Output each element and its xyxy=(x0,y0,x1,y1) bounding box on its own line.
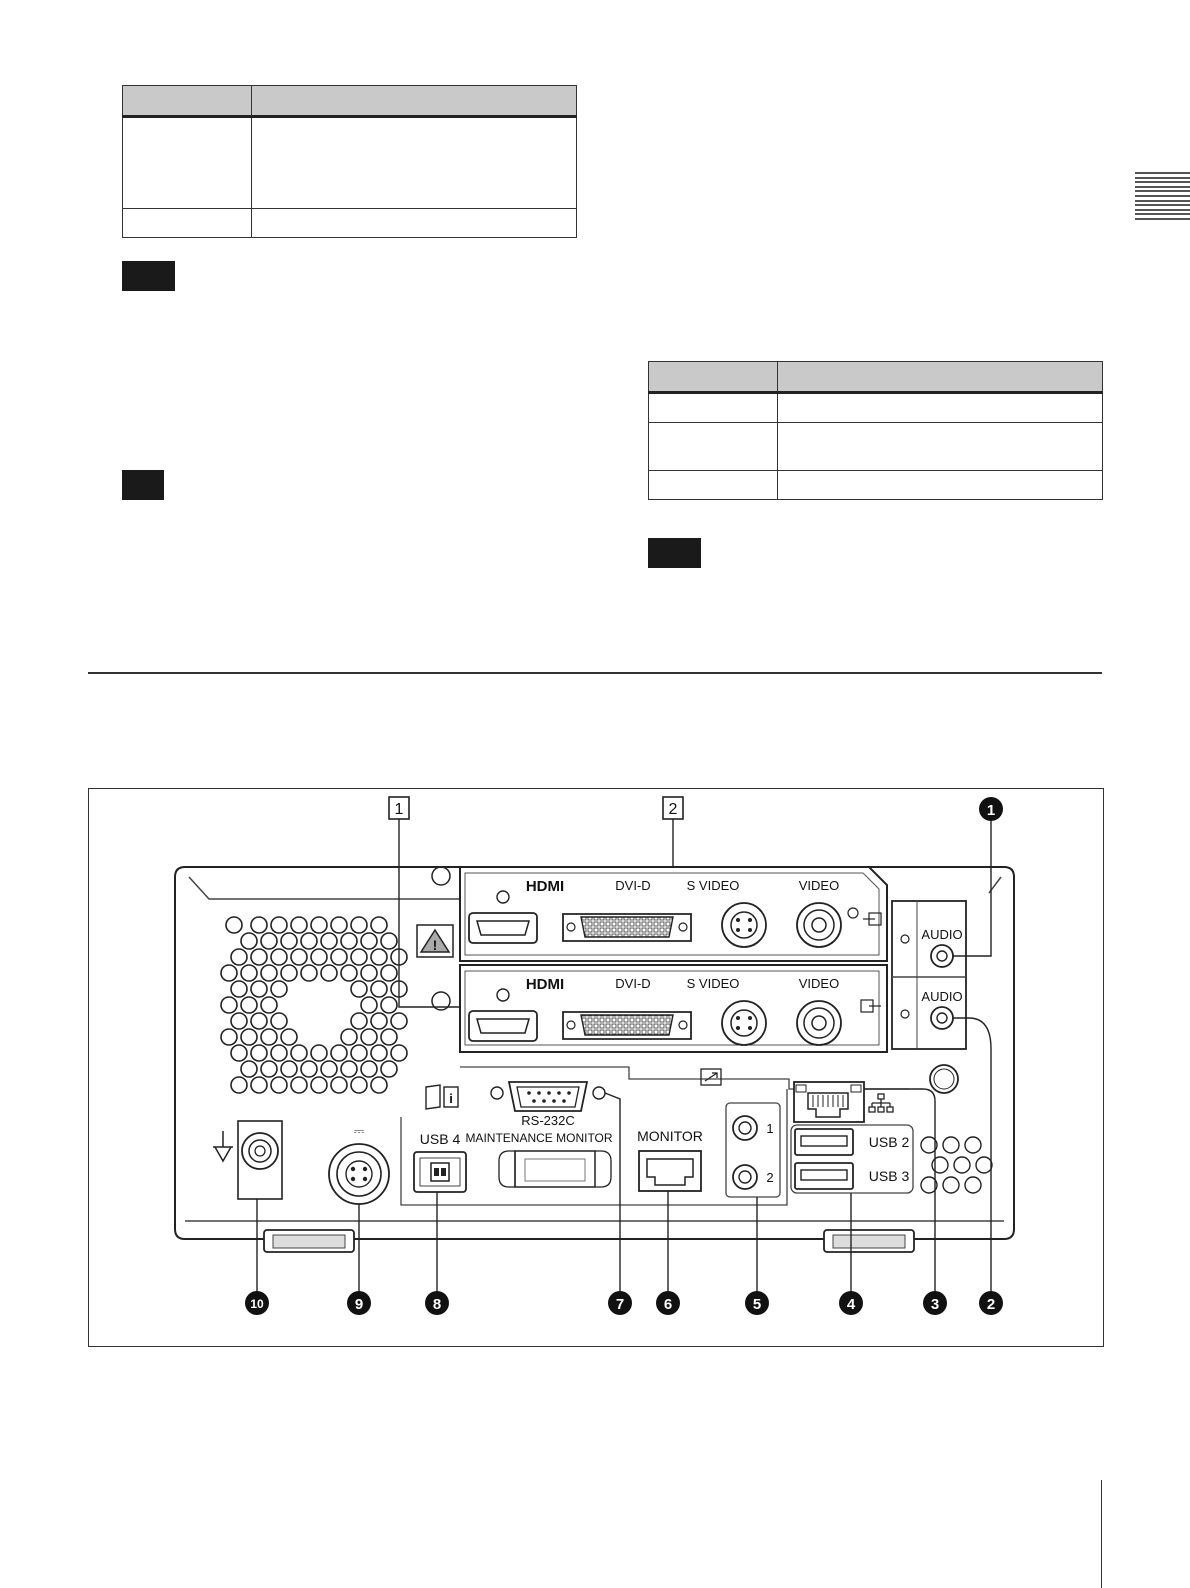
vent-hole xyxy=(261,1029,277,1045)
callout-3 xyxy=(923,1291,947,1315)
vent-hole xyxy=(341,1061,357,1077)
vent-hole xyxy=(271,981,287,997)
section-divider xyxy=(88,672,1102,674)
vent-hole xyxy=(251,1013,267,1029)
vent-hole xyxy=(351,1045,367,1061)
vent-hole xyxy=(341,933,357,949)
vent-hole xyxy=(251,1045,267,1061)
vent-hole xyxy=(241,997,257,1013)
vent-hole xyxy=(261,1061,277,1077)
input-board xyxy=(460,867,887,961)
usb3-port xyxy=(795,1163,853,1189)
vent-hole xyxy=(321,965,337,981)
table-cell xyxy=(649,393,778,423)
vent-hole xyxy=(271,1077,287,1093)
vent-hole xyxy=(331,1077,347,1093)
board-label-2 xyxy=(663,797,683,819)
vent-hole xyxy=(281,1029,297,1045)
jack1-label: 1 xyxy=(766,1121,774,1136)
vent-hole xyxy=(261,997,277,1013)
right-foot xyxy=(824,1230,914,1252)
vent-hole xyxy=(381,965,397,981)
callout-9 xyxy=(347,1291,371,1315)
svideo-port xyxy=(722,1001,766,1045)
vent-hole xyxy=(231,981,247,997)
vent-hole xyxy=(381,1029,397,1045)
hdmi-port xyxy=(469,913,537,943)
note-tag xyxy=(648,538,701,568)
vent-hole xyxy=(251,917,267,933)
vent-hole xyxy=(281,933,297,949)
vent-hole xyxy=(251,981,267,997)
usb4-label: USB 4 xyxy=(419,1131,461,1147)
vent-hole xyxy=(351,949,367,965)
vent-hole xyxy=(381,933,397,949)
callout-5 xyxy=(745,1291,769,1315)
vent-hole xyxy=(221,965,237,981)
left-foot xyxy=(264,1230,354,1252)
vent-hole xyxy=(351,917,367,933)
hdmi-label: HDMI xyxy=(525,878,565,895)
dvi-port xyxy=(563,914,691,941)
audio-out-label: AUDIO xyxy=(921,989,963,1004)
vent-hole xyxy=(391,1045,407,1061)
table-header-cell xyxy=(123,86,252,117)
vent-hole xyxy=(391,1013,407,1029)
table-cell xyxy=(649,471,778,500)
vent-hole xyxy=(261,965,277,981)
maintenance-monitor-label: MAINTENANCE MONITOR xyxy=(465,1131,613,1145)
vent-hole xyxy=(331,917,347,933)
vent-hole xyxy=(321,1061,337,1077)
audio-in-label: AUDIO xyxy=(921,927,963,942)
rs232c-label: RS-232C xyxy=(521,1113,575,1128)
table-cell xyxy=(649,423,778,471)
vent-hole xyxy=(381,997,397,1013)
usb4-port xyxy=(414,1152,466,1192)
svg-text:5: 5 xyxy=(752,1296,762,1313)
page-edge-rule xyxy=(1101,1480,1102,1588)
vent-hole xyxy=(361,1029,377,1045)
video-port xyxy=(797,1001,841,1045)
vent-hole xyxy=(351,1013,367,1029)
audio-in-jack xyxy=(931,945,953,967)
output-board xyxy=(460,965,887,1052)
warning-icon xyxy=(417,925,453,957)
vent-hole xyxy=(231,1077,247,1093)
vent-hole xyxy=(361,965,377,981)
vent-hole xyxy=(311,917,327,933)
vent-hole xyxy=(311,949,327,965)
spec-table-right xyxy=(648,361,1103,500)
vent-hole xyxy=(271,1045,287,1061)
vent-hole xyxy=(301,1061,317,1077)
vent-hole xyxy=(381,1061,397,1077)
vent-holes-right xyxy=(921,1137,992,1193)
vent-hole xyxy=(341,1029,357,1045)
usb2-port xyxy=(795,1129,853,1155)
svg-text:!: ! xyxy=(432,937,438,953)
dvi-label: DVI-D xyxy=(615,976,651,991)
board-label-1 xyxy=(389,797,409,819)
vent-hole xyxy=(311,1077,327,1093)
vent-hole xyxy=(321,933,337,949)
table-cell xyxy=(123,209,252,238)
dvi-label: DVI-D xyxy=(615,878,651,893)
table-cell xyxy=(252,209,577,238)
vent-hole xyxy=(351,981,367,997)
audio-out-jack xyxy=(931,1007,953,1029)
callout-4 xyxy=(839,1291,863,1315)
svg-text:2: 2 xyxy=(986,1296,996,1313)
vent-hole xyxy=(371,981,387,997)
dc-in-port xyxy=(329,1144,389,1204)
chapter-tab-marker xyxy=(1135,172,1190,224)
vent-hole xyxy=(301,965,317,981)
svg-text:9: 9 xyxy=(354,1296,364,1313)
table-header-cell xyxy=(649,362,778,393)
svg-text:1: 1 xyxy=(986,802,996,819)
svg-text:1: 1 xyxy=(394,801,404,818)
vent-hole xyxy=(251,949,267,965)
svideo-label: S VIDEO xyxy=(686,878,740,893)
vent-hole xyxy=(291,1045,307,1061)
vent-hole xyxy=(231,1013,247,1029)
vent-hole xyxy=(371,917,387,933)
table-header-cell xyxy=(252,86,577,117)
network-icon xyxy=(869,1094,893,1112)
monitor-port xyxy=(639,1151,701,1191)
vent-hole xyxy=(361,933,377,949)
dvi-port xyxy=(563,1012,691,1039)
callout-2 xyxy=(979,1291,1003,1315)
rs232c-port xyxy=(491,1082,605,1111)
lan-port xyxy=(794,1082,864,1122)
spec-table-top xyxy=(122,85,577,238)
vent-hole xyxy=(351,1077,367,1093)
svg-text:4: 4 xyxy=(846,1296,856,1313)
svg-text:7: 7 xyxy=(615,1296,625,1313)
vent-hole xyxy=(371,1045,387,1061)
video-label: VIDEO xyxy=(798,976,840,991)
usb2-label: USB 2 xyxy=(868,1134,910,1150)
ground-terminal xyxy=(238,1121,282,1199)
vent-hole xyxy=(331,1045,347,1061)
audio-panel xyxy=(892,901,966,1049)
vent-hole xyxy=(331,949,347,965)
vent-hole xyxy=(261,933,277,949)
vent-hole xyxy=(301,933,317,949)
vent-hole xyxy=(241,933,257,949)
hdmi-label: HDMI xyxy=(525,976,565,993)
note-tag xyxy=(122,470,164,500)
table-header-cell xyxy=(778,362,1103,393)
video-label: VIDEO xyxy=(798,878,840,893)
callout-1 xyxy=(979,797,1003,821)
vent-hole xyxy=(271,917,287,933)
ground-icon xyxy=(213,1131,233,1161)
vent-hole xyxy=(221,1029,237,1045)
svg-text:10: 10 xyxy=(250,1297,264,1311)
svg-text:3: 3 xyxy=(930,1296,940,1313)
vent-hole xyxy=(291,949,307,965)
svg-text:i: i xyxy=(449,1091,453,1106)
rear-panel-diagram xyxy=(88,788,1104,1347)
svg-text:2: 2 xyxy=(668,801,678,818)
vent-hole xyxy=(281,1061,297,1077)
callout-10 xyxy=(245,1291,269,1315)
vent-hole xyxy=(371,949,387,965)
vent-hole xyxy=(291,1077,307,1093)
vent-holes xyxy=(221,917,407,1093)
table-cell xyxy=(778,423,1103,471)
vent-hole xyxy=(241,965,257,981)
screw-hole xyxy=(432,867,450,885)
callout-7 xyxy=(608,1291,632,1315)
note-tag xyxy=(122,261,175,291)
dc-symbol: ⎓ xyxy=(353,1123,365,1138)
hdmi-port xyxy=(469,1011,537,1041)
vent-hole xyxy=(371,1013,387,1029)
vent-hole xyxy=(221,997,237,1013)
remote-icon xyxy=(701,1069,721,1085)
svg-text:6: 6 xyxy=(663,1296,673,1313)
svideo-port xyxy=(722,903,766,947)
vent-hole xyxy=(361,1061,377,1077)
vent-hole xyxy=(241,1061,257,1077)
vent-hole xyxy=(371,1077,387,1093)
vent-hole xyxy=(281,965,297,981)
maintenance-monitor-port xyxy=(499,1151,611,1187)
vent-hole xyxy=(271,949,287,965)
jack2-label: 2 xyxy=(766,1170,774,1185)
vent-hole xyxy=(241,1029,257,1045)
vent-hole xyxy=(291,917,307,933)
vent-hole xyxy=(251,1077,267,1093)
rear-panel-illustration xyxy=(89,789,1103,1346)
vent-hole xyxy=(231,1045,247,1061)
vent-hole xyxy=(226,917,242,933)
vent-hole xyxy=(311,1045,327,1061)
table-cell xyxy=(123,117,252,209)
monitor-label: MONITOR xyxy=(637,1128,703,1144)
svideo-label: S VIDEO xyxy=(686,976,740,991)
callout-8 xyxy=(425,1291,449,1315)
video-port xyxy=(797,903,841,947)
vent-hole xyxy=(271,1013,287,1029)
manual-icon xyxy=(426,1085,458,1109)
svg-text:8: 8 xyxy=(432,1296,442,1313)
table-cell xyxy=(778,471,1103,500)
table-cell xyxy=(252,117,577,209)
vent-hole xyxy=(231,949,247,965)
vent-hole xyxy=(361,997,377,1013)
usb3-label: USB 3 xyxy=(868,1168,910,1184)
callout-6 xyxy=(656,1291,680,1315)
vent-hole xyxy=(341,965,357,981)
remote-jacks xyxy=(726,1103,780,1197)
table-cell xyxy=(778,393,1103,423)
